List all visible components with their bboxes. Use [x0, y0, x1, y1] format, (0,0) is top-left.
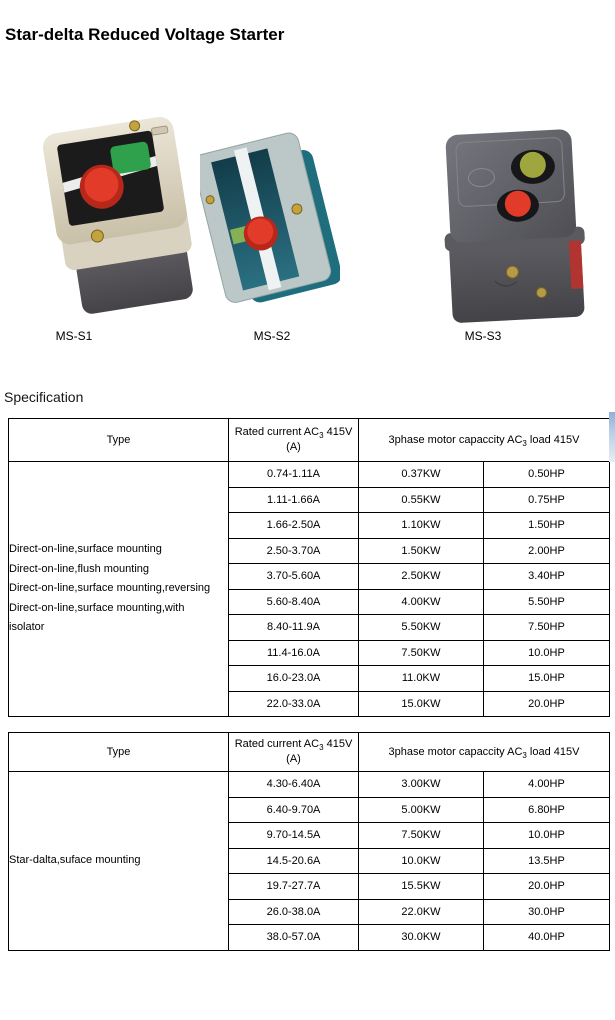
page-title: Star-delta Reduced Voltage Starter [5, 25, 285, 44]
table-cell: 15.0HP [484, 666, 610, 692]
type-column-header: Type [9, 733, 229, 772]
table-cell: 30.0HP [484, 899, 610, 925]
table-header-row [9, 733, 610, 772]
table-cell: 9.70-14.5A [229, 823, 359, 849]
table-cell: 8.40-11.9A [229, 615, 359, 641]
table-cell: 1.50KW [359, 538, 484, 564]
rated-current-column-header [229, 733, 359, 772]
table-cell: 4.30-6.40A [229, 772, 359, 798]
table-cell: 3.70-5.60A [229, 564, 359, 590]
table-cell: 4.00HP [484, 772, 610, 798]
table-cell: 6.80HP [484, 797, 610, 823]
header-text: Rated current AC [234, 426, 320, 438]
product-label-ms-s1: MS-S1 [55, 329, 93, 343]
ms-s2-illustration [200, 132, 340, 318]
ms-s3-screw-front [506, 266, 519, 279]
ms-s3-illustration [418, 120, 608, 332]
table-cell: 6.40-9.70A [229, 797, 359, 823]
ms-s1-illustration [28, 113, 203, 320]
table-body [9, 462, 610, 717]
header-text: 415V [323, 426, 353, 438]
table-cell: 22.0KW [359, 899, 484, 925]
table-cell: 15.5KW [359, 874, 484, 900]
subscript-3: 3 [522, 750, 527, 760]
table-cell: 7.50KW [359, 823, 484, 849]
table-cell: 1.10KW [359, 513, 484, 539]
table-cell: 26.0-38.0A [229, 899, 359, 925]
type-line: isolator [9, 621, 45, 634]
table-row [9, 462, 610, 488]
header-text: 415V [323, 738, 353, 750]
table-cell: 5.50KW [359, 615, 484, 641]
table-cell: 7.50HP [484, 615, 610, 641]
table-cell: 11.0KW [359, 666, 484, 692]
ms-s3-body [445, 129, 576, 243]
table-cell: 1.50HP [484, 513, 610, 539]
type-column-header: Type [9, 419, 229, 462]
table-cell: 2.00HP [484, 538, 610, 564]
table-cell: 14.5-20.6A [229, 848, 359, 874]
table-cell: 10.0HP [484, 640, 610, 666]
type-line: Direct-on-line,surface mounting [9, 543, 162, 556]
type-cell [9, 462, 229, 717]
table-cell: 0.74-1.11A [229, 462, 359, 488]
header-text: load 415V [526, 745, 580, 758]
table-cell: 15.0KW [359, 691, 484, 717]
table-cell: 2.50-3.70A [229, 538, 359, 564]
table-cell: 10.0HP [484, 823, 610, 849]
table-cell: 38.0-57.0A [229, 925, 359, 951]
scrollbar-thumb-fragment[interactable] [609, 412, 615, 462]
table-cell: 13.5HP [484, 848, 610, 874]
ms-s1-green-button [110, 141, 152, 175]
rated-current-column-header [229, 419, 359, 462]
product-image-ms-s3 [418, 120, 608, 332]
table-cell: 0.55KW [359, 487, 484, 513]
product-image-ms-s2 [200, 132, 340, 318]
table-cell: 5.60-8.40A [229, 589, 359, 615]
table-body [9, 772, 610, 951]
ms-s3-label-sticker [569, 240, 583, 289]
table-cell: 5.00KW [359, 797, 484, 823]
header-unit: (A) [286, 441, 301, 453]
type-line: Direct-on-line,surface mounting,reversing [9, 582, 211, 595]
spec-table-star-delta [8, 732, 610, 951]
table-cell: 20.0HP [484, 874, 610, 900]
header-unit: (A) [286, 753, 301, 765]
table-cell: 0.50HP [484, 462, 610, 488]
type-line: Direct-on-line,flush mounting [9, 562, 150, 575]
capacity-column-header [359, 733, 610, 772]
table-cell: 3.00KW [359, 772, 484, 798]
table-cell: 40.0HP [484, 925, 610, 951]
product-label-ms-s3: MS-S3 [464, 329, 502, 343]
product-label-ms-s2: MS-S2 [253, 329, 291, 343]
table-cell: 30.0KW [359, 925, 484, 951]
header-text: load 415V [526, 433, 580, 446]
type-line: Direct-on-line,surface mounting,with [9, 601, 185, 614]
subscript-3: 3 [319, 743, 324, 753]
ms-s3-screw-side [536, 287, 547, 298]
table-cell: 4.00KW [359, 589, 484, 615]
header-text: 3phase motor capaccity AC [388, 745, 523, 758]
spec-table-direct-on-line [8, 418, 610, 717]
table-cell: 3.40HP [484, 564, 610, 590]
table-cell: 10.0KW [359, 848, 484, 874]
table-cell: 2.50KW [359, 564, 484, 590]
table-cell: 19.7-27.7A [229, 874, 359, 900]
table-cell: 16.0-23.0A [229, 666, 359, 692]
table-cell: 22.0-33.0A [229, 691, 359, 717]
table-cell: 5.50HP [484, 589, 610, 615]
table-cell: 7.50KW [359, 640, 484, 666]
table-cell: 1.66-2.50A [229, 513, 359, 539]
table-row [9, 772, 610, 798]
subscript-3: 3 [522, 438, 527, 448]
table-cell: 0.75HP [484, 487, 610, 513]
capacity-column-header [359, 419, 610, 462]
header-text: 3phase motor capaccity AC [388, 433, 523, 446]
table-cell: 11.4-16.0A [229, 640, 359, 666]
table-header-row [9, 419, 610, 462]
type-cell [9, 772, 229, 951]
type-line: Star-dalta,suface mounting [9, 854, 141, 866]
product-image-ms-s1 [28, 113, 203, 320]
table-cell: 0.37KW [359, 462, 484, 488]
subscript-3: 3 [319, 431, 324, 441]
specification-heading: Specification [4, 389, 84, 405]
header-text: Rated current AC [234, 738, 320, 750]
table-cell: 20.0HP [484, 691, 610, 717]
table-cell: 1.11-1.66A [229, 487, 359, 513]
